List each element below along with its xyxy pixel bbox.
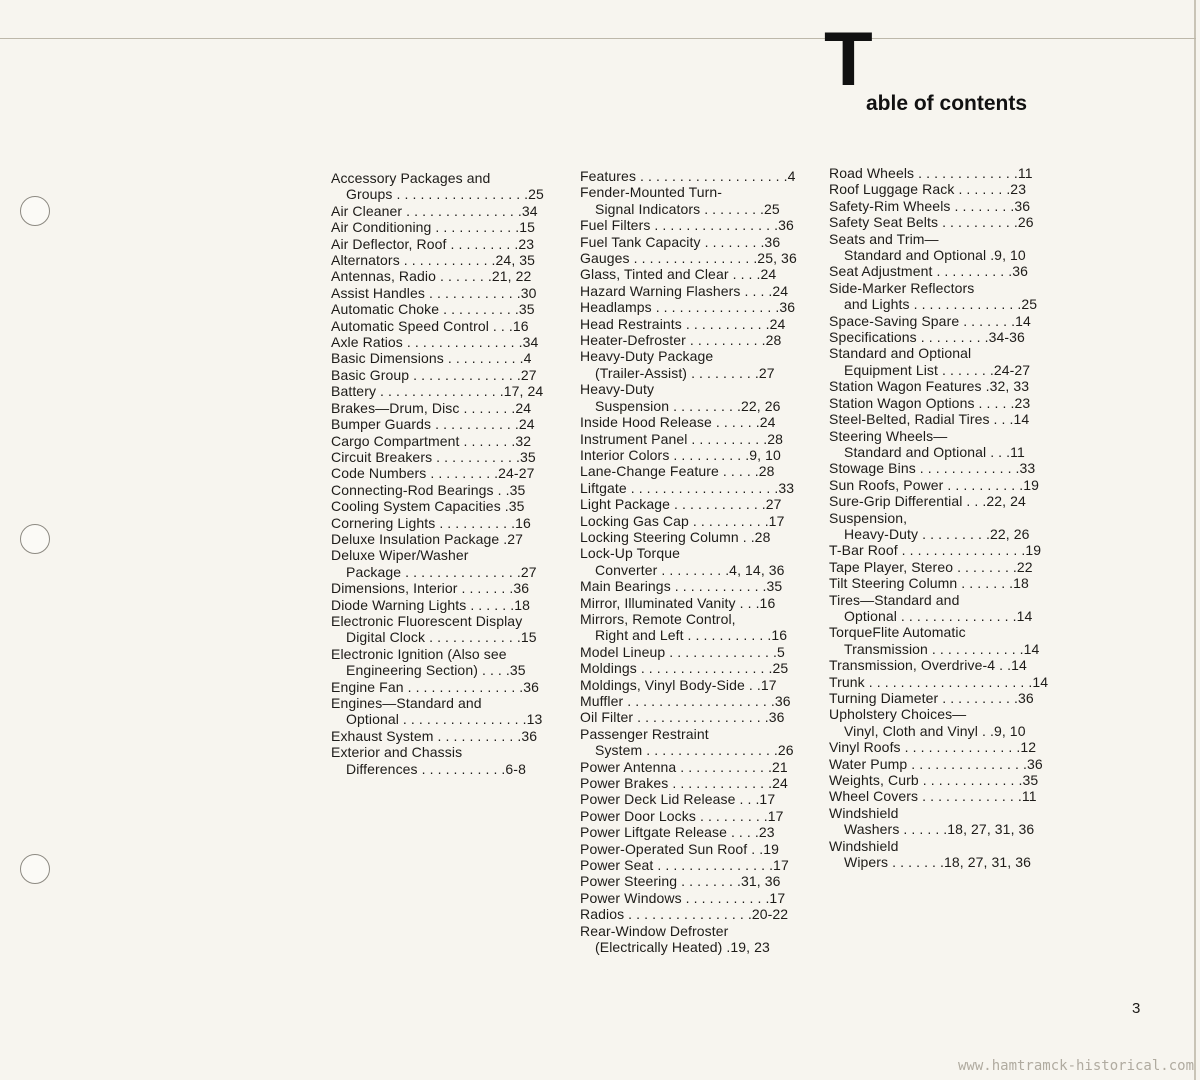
index-entry: Connecting-Rod Bearings . .35 bbox=[331, 481, 526, 498]
index-column-3 bbox=[829, 165, 1049, 870]
page-number: 3 bbox=[1132, 1000, 1141, 1017]
index-entry: Locking Gas Cap . . . . . . . . . .17 bbox=[580, 512, 785, 529]
index-entry: Power Steering . . . . . . . .31, 36 bbox=[580, 873, 781, 890]
index-entry: Road Wheels . . . . . . . . . . . . .11 bbox=[829, 165, 1033, 181]
index-entry: Moldings . . . . . . . . . . . . . . . . .25 bbox=[580, 660, 789, 677]
index-entry: Safety Seat Belts . . . . . . . . . .26 bbox=[829, 214, 1034, 231]
index-entry: Circuit Breakers . . . . . . . . . . .35 bbox=[331, 448, 536, 465]
index-entry: Fender-Mounted Turn- bbox=[580, 184, 723, 201]
index-entry: Specifications . . . . . . . . .34-36 bbox=[829, 329, 1025, 346]
index-entry: Standard and Optional .9, 10 bbox=[844, 247, 1026, 264]
index-entry: Passenger Restraint bbox=[580, 725, 709, 742]
index-entry: (Electrically Heated) .19, 23 bbox=[595, 939, 770, 956]
binder-hole-middle bbox=[20, 524, 50, 554]
index-entry: Converter . . . . . . . . .4, 14, 36 bbox=[595, 561, 785, 578]
index-entry: Antennas, Radio . . . . . . .21, 22 bbox=[331, 268, 532, 285]
index-entry: Tape Player, Stereo . . . . . . . .22 bbox=[829, 558, 1033, 575]
index-entry: Digital Clock . . . . . . . . . . . .15 bbox=[346, 629, 537, 646]
index-entry: Fuel Filters . . . . . . . . . . . . . . . .36 bbox=[580, 217, 794, 234]
index-entry: Power Deck Lid Release . . .17 bbox=[580, 791, 776, 808]
index-entry: Optional . . . . . . . . . . . . . . . .13 bbox=[346, 711, 543, 728]
index-entry: Heavy-Duty . . . . . . . . .22, 26 bbox=[844, 525, 1030, 542]
index-entry: Cargo Compartment . . . . . . .32 bbox=[331, 432, 532, 449]
index-entry: Cooling System Capacities .35 bbox=[331, 498, 525, 515]
index-entry: Power-Operated Sun Roof . .19 bbox=[580, 840, 780, 857]
index-entry: Power Door Locks . . . . . . . . .17 bbox=[580, 807, 784, 824]
index-entry: Water Pump . . . . . . . . . . . . . . .36 bbox=[829, 755, 1043, 772]
title-initial: T bbox=[824, 17, 873, 102]
index-entry: TorqueFlite Automatic bbox=[829, 624, 966, 641]
index-entry: Engines—Standard and bbox=[331, 695, 482, 711]
index-entry: Battery . . . . . . . . . . . . . . . .17, 24 bbox=[331, 383, 544, 400]
index-entry: Standard and Optional . . .11 bbox=[844, 443, 1025, 460]
index-entry: Lane-Change Feature . . . . .28 bbox=[580, 463, 775, 480]
index-entry: Trunk . . . . . . . . . . . . . . . . . . . . .14 bbox=[829, 673, 1049, 690]
index-entry: Main Bearings . . . . . . . . . . . .35 bbox=[580, 578, 783, 595]
index-entry: Stowage Bins . . . . . . . . . . . . .33 bbox=[829, 460, 1036, 477]
index-entry: Assist Handles . . . . . . . . . . . .30 bbox=[331, 284, 537, 301]
index-entry: Diode Warning Lights . . . . . .18 bbox=[331, 596, 530, 613]
index-entry: Basic Group . . . . . . . . . . . . . .27 bbox=[331, 366, 537, 383]
index-entry: Power Seat . . . . . . . . . . . . . . .17 bbox=[580, 857, 789, 874]
index-entry: Deluxe Wiper/Washer bbox=[331, 547, 469, 564]
index-entry: Air Conditioning . . . . . . . . . . .15 bbox=[331, 219, 535, 236]
index-entry: Automatic Speed Control . . .16 bbox=[331, 317, 529, 334]
index-entry: Side-Marker Reflectors bbox=[829, 279, 975, 296]
index-entry: Cornering Lights . . . . . . . . . .16 bbox=[331, 514, 531, 531]
index-entry: (Trailer-Assist) . . . . . . . . .27 bbox=[595, 364, 775, 381]
index-entry: Glass, Tinted and Clear . . . .24 bbox=[580, 266, 777, 283]
index-entry: Steel-Belted, Radial Tires . . .14 bbox=[829, 411, 1030, 428]
index-entry: Brakes—Drum, Disc . . . . . . .24 bbox=[331, 399, 532, 416]
index-entry: Muffler . . . . . . . . . . . . . . . . . . .36 bbox=[580, 693, 791, 709]
index-entry: Exhaust System . . . . . . . . . . .36 bbox=[331, 727, 538, 744]
index-entry: Wheel Covers . . . . . . . . . . . . .11 bbox=[829, 788, 1037, 805]
index-entry: Headlamps . . . . . . . . . . . . . . . .36 bbox=[580, 299, 796, 316]
index-entry: Suspension, bbox=[829, 509, 908, 526]
index-entry: Fuel Tank Capacity . . . . . . . .36 bbox=[580, 233, 781, 250]
index-entry: Hazard Warning Flashers . . . .24 bbox=[580, 282, 789, 299]
index-entry: Groups . . . . . . . . . . . . . . . . .25 bbox=[346, 186, 544, 203]
index-entry: Power Liftgate Release . . . .23 bbox=[580, 824, 775, 841]
index-entry: Gauges . . . . . . . . . . . . . . . .25, 36 bbox=[580, 250, 797, 267]
index-entry: Electronic Ignition (Also see bbox=[331, 645, 507, 662]
index-entry: Liftgate . . . . . . . . . . . . . . . . . . .33 bbox=[580, 479, 795, 496]
watermark: www.hamtramck-historical.com bbox=[958, 1058, 1195, 1074]
index-entry: Moldings, Vinyl Body-Side . .17 bbox=[580, 676, 777, 693]
index-entry: Mirror, Illuminated Vanity . . .16 bbox=[580, 594, 776, 611]
index-entry: Mirrors, Remote Control, bbox=[580, 610, 736, 627]
index-entry: Exterior and Chassis bbox=[331, 744, 463, 761]
index-entry: Heater-Defroster . . . . . . . . . .28 bbox=[580, 332, 782, 349]
index-entry: Roof Luggage Rack . . . . . . .23 bbox=[829, 181, 1027, 198]
index-entry: Bumper Guards . . . . . . . . . . .24 bbox=[331, 416, 535, 433]
index-entry: Air Deflector, Roof . . . . . . . . .23 bbox=[331, 235, 535, 252]
index-entry: Axle Ratios . . . . . . . . . . . . . . .34 bbox=[331, 334, 539, 351]
index-entry: Heavy-Duty bbox=[580, 381, 655, 398]
binder-hole-bottom bbox=[20, 854, 50, 884]
index-entry: Sure-Grip Differential . . .22, 24 bbox=[829, 493, 1026, 510]
index-entry: Power Brakes . . . . . . . . . . . . .24 bbox=[580, 775, 788, 792]
index-entry: Transmission . . . . . . . . . . . .14 bbox=[844, 640, 1040, 657]
index-entry: Basic Dimensions . . . . . . . . . .4 bbox=[331, 350, 532, 367]
index-entry: Vinyl Roofs . . . . . . . . . . . . . . .12 bbox=[829, 739, 1037, 756]
index-entry: Code Numbers . . . . . . . . .24-27 bbox=[331, 465, 535, 482]
index-entry: Steering Wheels— bbox=[829, 427, 948, 444]
index-entry: Station Wagon Features .32, 33 bbox=[829, 378, 1030, 395]
index-column-1 bbox=[331, 170, 547, 777]
index-entry: Optional . . . . . . . . . . . . . . .14 bbox=[844, 607, 1033, 624]
binder-hole-top bbox=[20, 196, 50, 226]
top-rule bbox=[0, 38, 1196, 39]
index-entry: Station Wagon Options . . . . .23 bbox=[829, 394, 1031, 411]
index-entry: T-Bar Roof . . . . . . . . . . . . . . . .19 bbox=[829, 542, 1042, 559]
index-entry: Rear-Window Defroster bbox=[580, 922, 729, 939]
index-entry: Differences . . . . . . . . . . .6-8 bbox=[346, 760, 526, 777]
index-entry: Model Lineup . . . . . . . . . . . . . .5 bbox=[580, 643, 785, 660]
index-entry: Equipment List . . . . . . .24-27 bbox=[844, 361, 1031, 378]
index-entry: Tilt Steering Column . . . . . . .18 bbox=[829, 575, 1029, 592]
index-entry: Right and Left . . . . . . . . . . .16 bbox=[595, 627, 788, 644]
index-entry: Tires—Standard and bbox=[829, 591, 960, 608]
index-entry: Windshield bbox=[829, 837, 899, 854]
index-entry: Safety-Rim Wheels . . . . . . . .36 bbox=[829, 197, 1031, 214]
index-entry: Signal Indicators . . . . . . . .25 bbox=[595, 200, 780, 217]
index-entry: Standard and Optional bbox=[829, 345, 972, 362]
index-entry: Light Package . . . . . . . . . . . .27 bbox=[580, 496, 782, 513]
index-entry: Deluxe Insulation Package .27 bbox=[331, 530, 524, 547]
index-entry: Dimensions, Interior . . . . . . .36 bbox=[331, 580, 530, 597]
index-entry: Electronic Fluorescent Display bbox=[331, 612, 523, 629]
index-entry: Washers . . . . . .18, 27, 31, 36 bbox=[844, 821, 1035, 838]
index-entry: Power Antenna . . . . . . . . . . . .21 bbox=[580, 758, 788, 775]
index-entry: Locking Steering Column . .28 bbox=[580, 528, 771, 545]
index-entry: Space-Saving Spare . . . . . . .14 bbox=[829, 312, 1031, 329]
index-entry: Alternators . . . . . . . . . . . .24, 35 bbox=[331, 252, 536, 269]
index-entry: Automatic Choke . . . . . . . . . .35 bbox=[331, 301, 535, 318]
index-entry: Radios . . . . . . . . . . . . . . . .20-22 bbox=[580, 906, 789, 923]
index-entry: Air Cleaner . . . . . . . . . . . . . . .34 bbox=[331, 202, 538, 219]
index-entry: Windshield bbox=[829, 804, 899, 821]
index-entry: Heavy-Duty Package bbox=[580, 348, 714, 365]
index-entry: Wipers . . . . . . .18, 27, 31, 36 bbox=[844, 854, 1032, 871]
index-entry: Inside Hood Release . . . . . .24 bbox=[580, 414, 776, 431]
index-entry: Package . . . . . . . . . . . . . . .27 bbox=[346, 563, 537, 580]
index-entry: Accessory Packages and bbox=[331, 170, 491, 186]
index-entry: Interior Colors . . . . . . . . . .9, 10 bbox=[580, 446, 781, 463]
index-entry: Turning Diameter . . . . . . . . . .36 bbox=[829, 690, 1034, 706]
index-entry: Vinyl, Cloth and Vinyl . .9, 10 bbox=[844, 722, 1026, 739]
index-column-2 bbox=[580, 168, 800, 956]
index-entry: Transmission, Overdrive-4 . .14 bbox=[829, 657, 1027, 674]
index-entry: Suspension . . . . . . . . .22, 26 bbox=[595, 397, 781, 414]
index-entry: Seat Adjustment . . . . . . . . . .36 bbox=[829, 263, 1029, 280]
index-entry: Engine Fan . . . . . . . . . . . . . . .36 bbox=[331, 678, 540, 695]
index-entry: Head Restraints . . . . . . . . . . .24 bbox=[580, 315, 786, 332]
index-entry: Upholstery Choices— bbox=[829, 706, 967, 723]
index-entry: Features . . . . . . . . . . . . . . . . . . .4 bbox=[580, 168, 796, 184]
index-entry: Seats and Trim— bbox=[829, 230, 939, 247]
index-entry: Sun Roofs, Power . . . . . . . . . .19 bbox=[829, 476, 1039, 493]
index-entry: Lock-Up Torque bbox=[580, 545, 680, 562]
index-entry: Weights, Curb . . . . . . . . . . . . .35 bbox=[829, 772, 1039, 789]
index-entry: Power Windows . . . . . . . . . . .17 bbox=[580, 889, 786, 906]
index-entry: System . . . . . . . . . . . . . . . . .26 bbox=[595, 742, 794, 759]
index-entry: and Lights . . . . . . . . . . . . . .25 bbox=[844, 296, 1038, 313]
title-text: able of contents bbox=[866, 92, 1028, 115]
index-entry: Instrument Panel . . . . . . . . . .28 bbox=[580, 430, 783, 447]
index-entry: Engineering Section) . . . .35 bbox=[346, 662, 526, 679]
index-entry: Oil Filter . . . . . . . . . . . . . . . . .36 bbox=[580, 709, 785, 726]
